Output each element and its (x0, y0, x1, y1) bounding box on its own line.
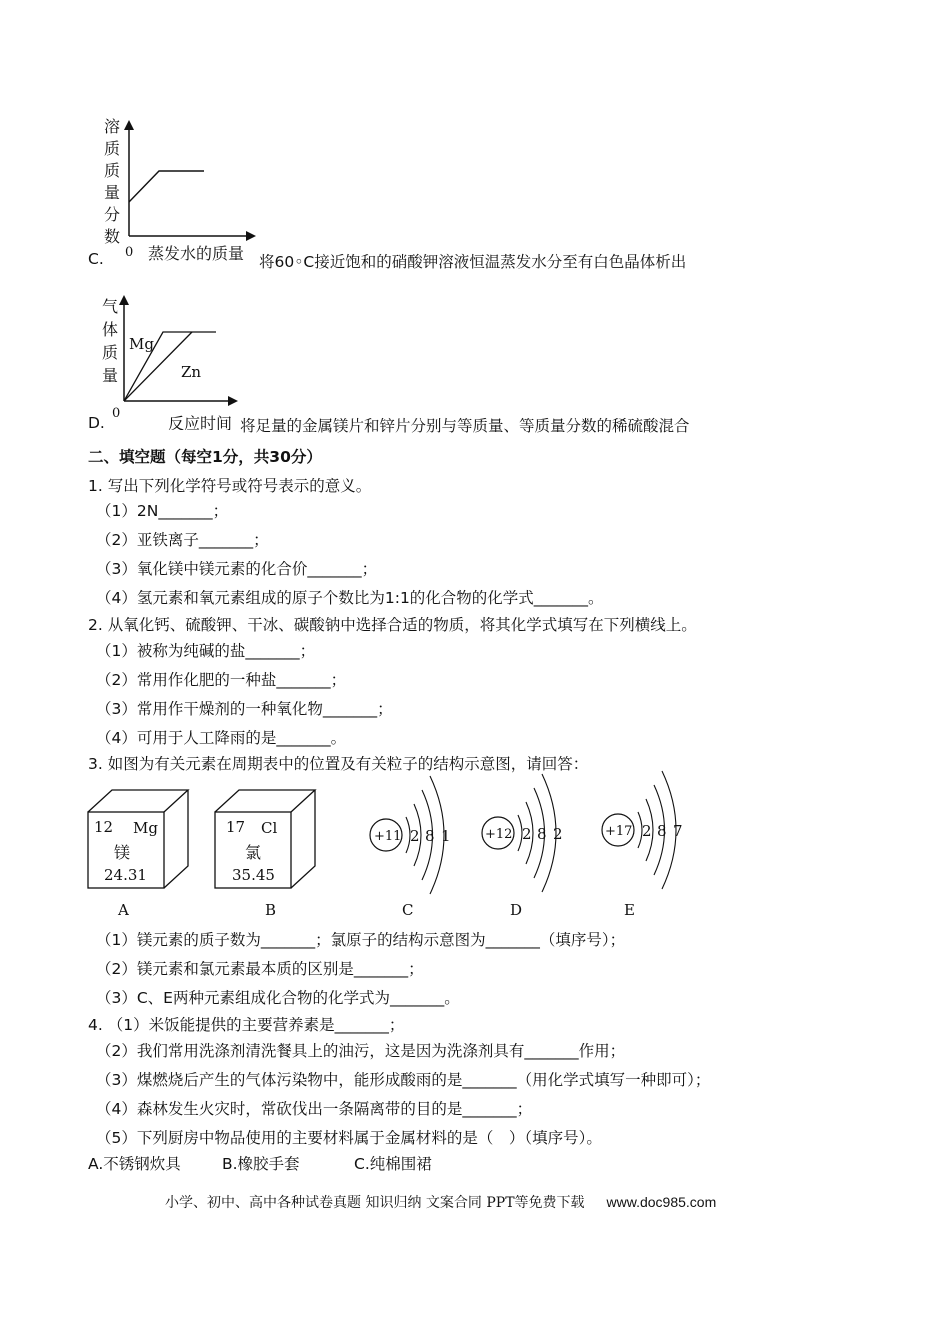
cube-b-number: 17 (226, 818, 246, 836)
atom-e-shell: 2 (642, 822, 652, 840)
q3-item: （2）镁元素和氯元素最本质的区别是_______； (96, 960, 424, 978)
option-c-letter: C. (88, 250, 104, 268)
graph-c-y-arrow (124, 120, 134, 130)
q3-figure (84, 770, 704, 920)
q1-stem: 1. 写出下列化学符号或符号表示的意义。 (88, 477, 372, 495)
figure-label-d: D (510, 901, 523, 919)
graph-c-ylabel (104, 117, 120, 246)
q1-item: （1）2N_______； (96, 502, 229, 520)
atom-d-shell: 2 (553, 825, 563, 843)
graph-c-origin: 0 (125, 245, 134, 260)
atom-diagram-c (370, 776, 451, 919)
graph-d-label-mg: Mg (129, 335, 154, 353)
q2-item: （4）可用于人工降雨的是_______。 (96, 729, 347, 747)
page-footer (165, 1192, 716, 1212)
graph-d-label-zn: Zn (181, 363, 202, 381)
q4-item: 4. （1）米饭能提供的主要营养素是_______； (88, 1016, 405, 1034)
graph-c-ylabel-char: 质 (104, 161, 121, 180)
atom-e-shell: 7 (673, 822, 683, 840)
graph-c-xlabel: 蒸发水的质量 (148, 244, 245, 263)
q4-option-c: C.纯棉围裙 (354, 1155, 432, 1173)
q2-stem: 2. 从氧化钙、硫酸钾、干冰、碳酸钠中选择合适的物质，将其化学式填写在下列横线上。 (88, 616, 697, 634)
figure-label-c: C (402, 901, 414, 919)
atom-d-shell: 8 (537, 825, 547, 843)
atom-diagram-e (602, 771, 683, 919)
option-c-description: 将60◦C接近饱和的硝酸钾溶液恒温蒸发水分至有白色晶体析出 (259, 253, 687, 271)
cube-b-mass: 35.45 (232, 866, 275, 884)
graph-d-x-arrow (228, 396, 238, 406)
q2-item: （2）常用作化肥的一种盐_______； (96, 671, 347, 689)
atom-diagram-d (482, 774, 563, 919)
q4-item: （3）煤燃烧后产生的气体污染物中，能形成酸雨的是_______（用化学式填写一种即可）； (96, 1071, 711, 1089)
atom-c-shell: 8 (425, 827, 435, 845)
footer-site-link[interactable]: www.doc985.com (606, 1194, 717, 1210)
figure-label-e: E (624, 901, 635, 919)
graph-c (96, 110, 266, 270)
graph-c-ylabel-char: 溶 (104, 117, 121, 136)
q3-item: （3）C、E两种元素组成化合物的化学式为_______。 (96, 989, 460, 1007)
cube-b-name: 氯 (245, 843, 262, 862)
graph-d-y-arrow (119, 295, 129, 305)
graph-d-ylabel (102, 297, 118, 385)
footer-text: 小学、初中、高中各种试卷真题 知识归纳 文案合同 PPT等免费下载 (165, 1195, 585, 1211)
atom-c-shell: 2 (410, 827, 420, 845)
graph-c-ylabel-char: 质 (104, 139, 121, 158)
graph-c-curve (129, 171, 204, 202)
q4-item: （5）下列厨房中物品使用的主要材料属于金属材料的是（ ）（填序号）。 (96, 1129, 602, 1147)
graph-d (96, 290, 266, 430)
graph-d-origin: 0 (112, 406, 121, 421)
figure-label-a: A (118, 901, 129, 919)
graph-d-ylabel-char: 体 (102, 320, 119, 339)
q1-item: （2）亚铁离子_______； (96, 531, 269, 549)
cube-a-number: 12 (94, 818, 114, 836)
q4-option-a: A.不锈钢炊具 (88, 1155, 181, 1173)
q2-item: （1）被称为纯碱的盐_______； (96, 642, 316, 660)
q3-item: （1）镁元素的质子数为_______；氯原子的结构示意图为_______（填序号）； (96, 931, 626, 949)
atom-c-shell: 1 (441, 827, 451, 845)
cube-a-name: 镁 (114, 843, 131, 862)
atom-d-nucleus: +12 (485, 827, 513, 842)
option-d-letter: D. (88, 414, 105, 432)
cube-b-symbol: Cl (261, 819, 278, 837)
option-d-description: 将足量的金属镁片和锌片分别与等质量、等质量分数的稀硫酸混合 (240, 417, 690, 435)
q2-item: （3）常用作干燥剂的一种氧化物_______； (96, 700, 393, 718)
graph-c-ylabel-char: 数 (104, 227, 121, 246)
q1-item: （3）氧化镁中镁元素的化合价_______； (96, 560, 378, 578)
q3-stem: 3. 如图为有关元素在周期表中的位置及有关粒子的结构示意图，请回答： (88, 755, 589, 773)
atom-e-nucleus: +17 (605, 824, 633, 839)
graph-d-ylabel-char: 气 (102, 297, 119, 316)
atom-c-nucleus: +11 (374, 829, 402, 844)
cube-a-mass: 24.31 (104, 866, 147, 884)
graph-d-ylabel-char: 量 (102, 366, 119, 385)
q1-item: （4）氢元素和氧元素组成的原子个数比为1:1的化合物的化学式_______。 (96, 589, 604, 607)
graph-d-xlabel: 反应时间 (168, 414, 233, 430)
atom-e-shell: 8 (657, 822, 667, 840)
q4-item: （4）森林发生火灾时，常砍伐出一条隔离带的目的是_______； (96, 1100, 533, 1118)
cube-a-symbol: Mg (133, 819, 158, 837)
q4-item: （2）我们常用洗涤剂清洗餐具上的油污，这是因为洗涤剂具有_______作用； (96, 1042, 626, 1060)
figure-label-b: B (265, 901, 277, 919)
q4-option-b: B.橡胶手套 (222, 1155, 300, 1173)
graph-d-ylabel-char: 质 (102, 343, 119, 362)
graph-c-ylabel-char: 量 (104, 183, 121, 202)
atom-d-shell: 2 (522, 825, 532, 843)
graph-c-x-arrow (246, 231, 256, 241)
section-title: 二、填空题（每空1分，共30分） (88, 448, 322, 466)
graph-c-ylabel-char: 分 (104, 205, 121, 224)
